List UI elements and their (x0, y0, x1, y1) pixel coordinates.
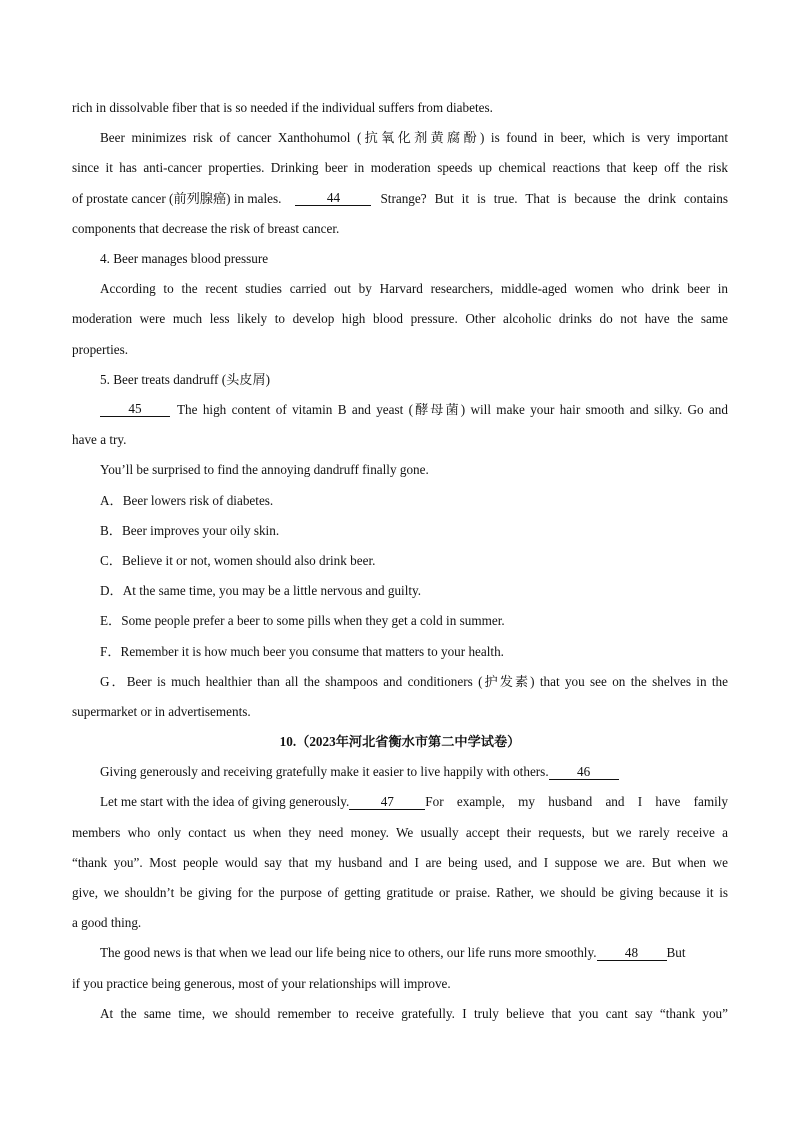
paragraph-line: Beer minimizes risk of cancer Xanthohumol (抗氧化剂黄腐酚) is found in beer, which is very important (100, 130, 728, 146)
text-segment: Let me start with the idea of giving generously. (100, 794, 350, 810)
paragraph-line-with-blank (72, 395, 728, 425)
paragraph-line-with-blank (72, 757, 728, 787)
paragraph-line: give, we shouldn’t be giving for the purpose of getting gratitude or praise. Rather, we should be giving because it is (72, 884, 728, 900)
paragraph-line: “thank you”. Most people would say that my husband and I are being used, and I suppose we are. But when we (72, 854, 728, 870)
answer-blank-46[interactable]: 46 (549, 765, 619, 780)
paragraph-line-with-blank (72, 787, 728, 817)
option-f: F．Remember it is how much beer you consume that matters to your health. (100, 643, 504, 659)
paragraph-line: if you practice being generous, most of your relationships will improve. (72, 975, 451, 991)
paragraph-line: since it has anti-cancer properties. Drinking beer in moderation speeds up chemical reactions that keep off the risk (72, 160, 728, 176)
paragraph-line-with-blank (72, 938, 728, 968)
paragraph-line: a good thing. (72, 915, 142, 931)
paragraph-line: rich in dissolvable fiber that is so needed if the individual suffers from diabetes. (72, 100, 493, 116)
paragraph-line: moderation were much less likely to develop high blood pressure. Other alcoholic drinks do not have the same (72, 311, 728, 327)
option-c: C．Believe it or not, women should also drink beer. (100, 552, 376, 568)
text-segment: For example, my husband and I have family (425, 794, 728, 810)
paragraph-line: At the same time, we should remember to receive gratefully. I truly believe that you cant say “thank you” (100, 1005, 728, 1021)
text-segment: Giving generously and receiving gratefully make it easier to live happily with others. (100, 764, 549, 780)
option-b: B．Beer improves your oily skin. (100, 522, 280, 538)
text-segment: of prostate cancer (前列腺癌) in males. (72, 190, 282, 206)
paragraph-line-with-blank (72, 184, 728, 214)
text-segment: But (666, 945, 686, 961)
paragraph-line: members who only contact us when they need money. We usually accept their requests, but we rarely receive a (72, 824, 728, 840)
answer-blank-44[interactable]: 44 (295, 191, 371, 206)
option-g-continued: supermarket or in advertisements. (72, 703, 251, 719)
answer-blank-45[interactable]: 45 (100, 402, 170, 417)
section-10-title: 10.（2023年河北省衡水市第二中学试卷） (279, 734, 521, 750)
option-g: G．Beer is much healthier than all the shampoos and conditioners (护发素) that you see on the shelves in the (100, 673, 728, 689)
paragraph-line: According to the recent studies carried out by Harvard researchers, middle-aged women who drink beer in (100, 281, 728, 297)
paragraph-line: have a try. (72, 432, 127, 448)
text-segment: The high content of vitamin B and yeast (酵母菌) will make your hair smooth and silky. Go and (177, 402, 728, 418)
option-e: E．Some people prefer a beer to some pills when they get a cold in summer. (100, 613, 505, 629)
section-heading: 4. Beer manages blood pressure (100, 251, 269, 267)
text-segment: Strange? But it is true. That is because the drink contains (380, 190, 728, 206)
section-heading: 5. Beer treats dandruff (头皮屑) (100, 371, 271, 387)
text-segment: The good news is that when we lead our life being nice to others, our life runs more smoothly. (100, 945, 597, 961)
paragraph-line: properties. (72, 341, 129, 357)
answer-blank-47[interactable]: 47 (349, 795, 425, 810)
option-d: D．At the same time, you may be a little nervous and guilty. (100, 583, 422, 599)
paragraph-line: You’ll be surprised to find the annoying dandruff finally gone. (100, 462, 429, 478)
option-a: A．Beer lowers risk of diabetes. (100, 492, 274, 508)
document-page (72, 93, 728, 1029)
answer-blank-48[interactable]: 48 (597, 946, 667, 961)
paragraph-line: components that decrease the risk of breast cancer. (72, 220, 340, 236)
